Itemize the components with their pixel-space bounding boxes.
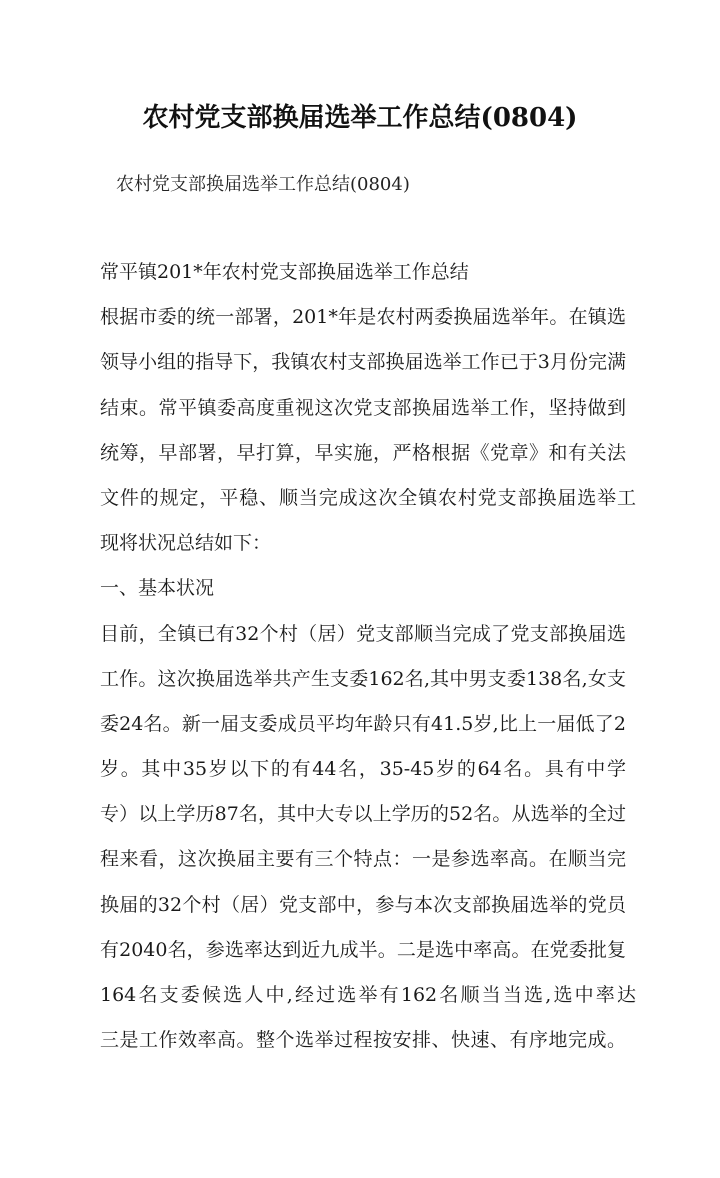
section-heading: 一、基本状况 [100,577,215,600]
paragraph-line: 目前，全镇已有32个村（居）党支部顺当完成了党支部换届选 [100,622,626,645]
paragraph-line: 统筹，早部署，早打算，早实施，严格根据《党章》和有关法 [100,441,626,464]
paragraph-line: 换届的32个村（居）党支部中，参与本次支部换届选举的党员 [100,893,626,916]
paragraph-line: 根据市委的统一部署，201*年是农村两委换届选举年。在镇选 [100,306,626,329]
paragraph-line: 结束。常平镇委高度重视这次党支部换届选举工作，坚持做到 [100,396,626,419]
paragraph-line: 委24名。新一届支委成员平均年龄只有41.5岁,比上一届低了2 [100,712,626,735]
paragraph-line: 164名支委候选人中,经过选举有162名顺当当选,选中率达 [100,984,636,1006]
document-subtitle: 农村党支部换届选举工作总结(0804) [116,174,410,195]
paragraph-line: 岁。其中35岁以下的有44名，35-45岁的64名。具有中学 [100,758,626,781]
paragraph-line: 工作。这次换届选举共产生支委162名,其中男支委138名,女支 [100,667,626,690]
section-heading: 常平镇201*年农村党支部换届选举工作总结 [100,261,469,283]
paragraph-line: 程来看，这次换届主要有三个特点：一是参选率高。在顺当完 [100,848,626,871]
document-title: 农村党支部换届选举工作总结(0804) [142,103,578,133]
paragraph-line: 领导小组的指导下，我镇农村支部换届选举工作已于3月份完满 [100,351,626,374]
paragraph-line: 专）以上学历87名，其中大专以上学历的52名。从选举的全过 [100,803,626,826]
paragraph-line: 文件的规定，平稳、顺当完成这次全镇农村党支部换届选举工 [100,486,636,509]
document-body [100,250,636,1063]
paragraph-line: 三是工作效率高。整个选举过程按安排、快速、有序地完成。 [100,1029,626,1052]
paragraph-line: 现将状况总结如下： [100,532,272,555]
paragraph-line: 有2040名，参选率达到近九成半。二是选中率高。在党委批复 [100,938,626,961]
